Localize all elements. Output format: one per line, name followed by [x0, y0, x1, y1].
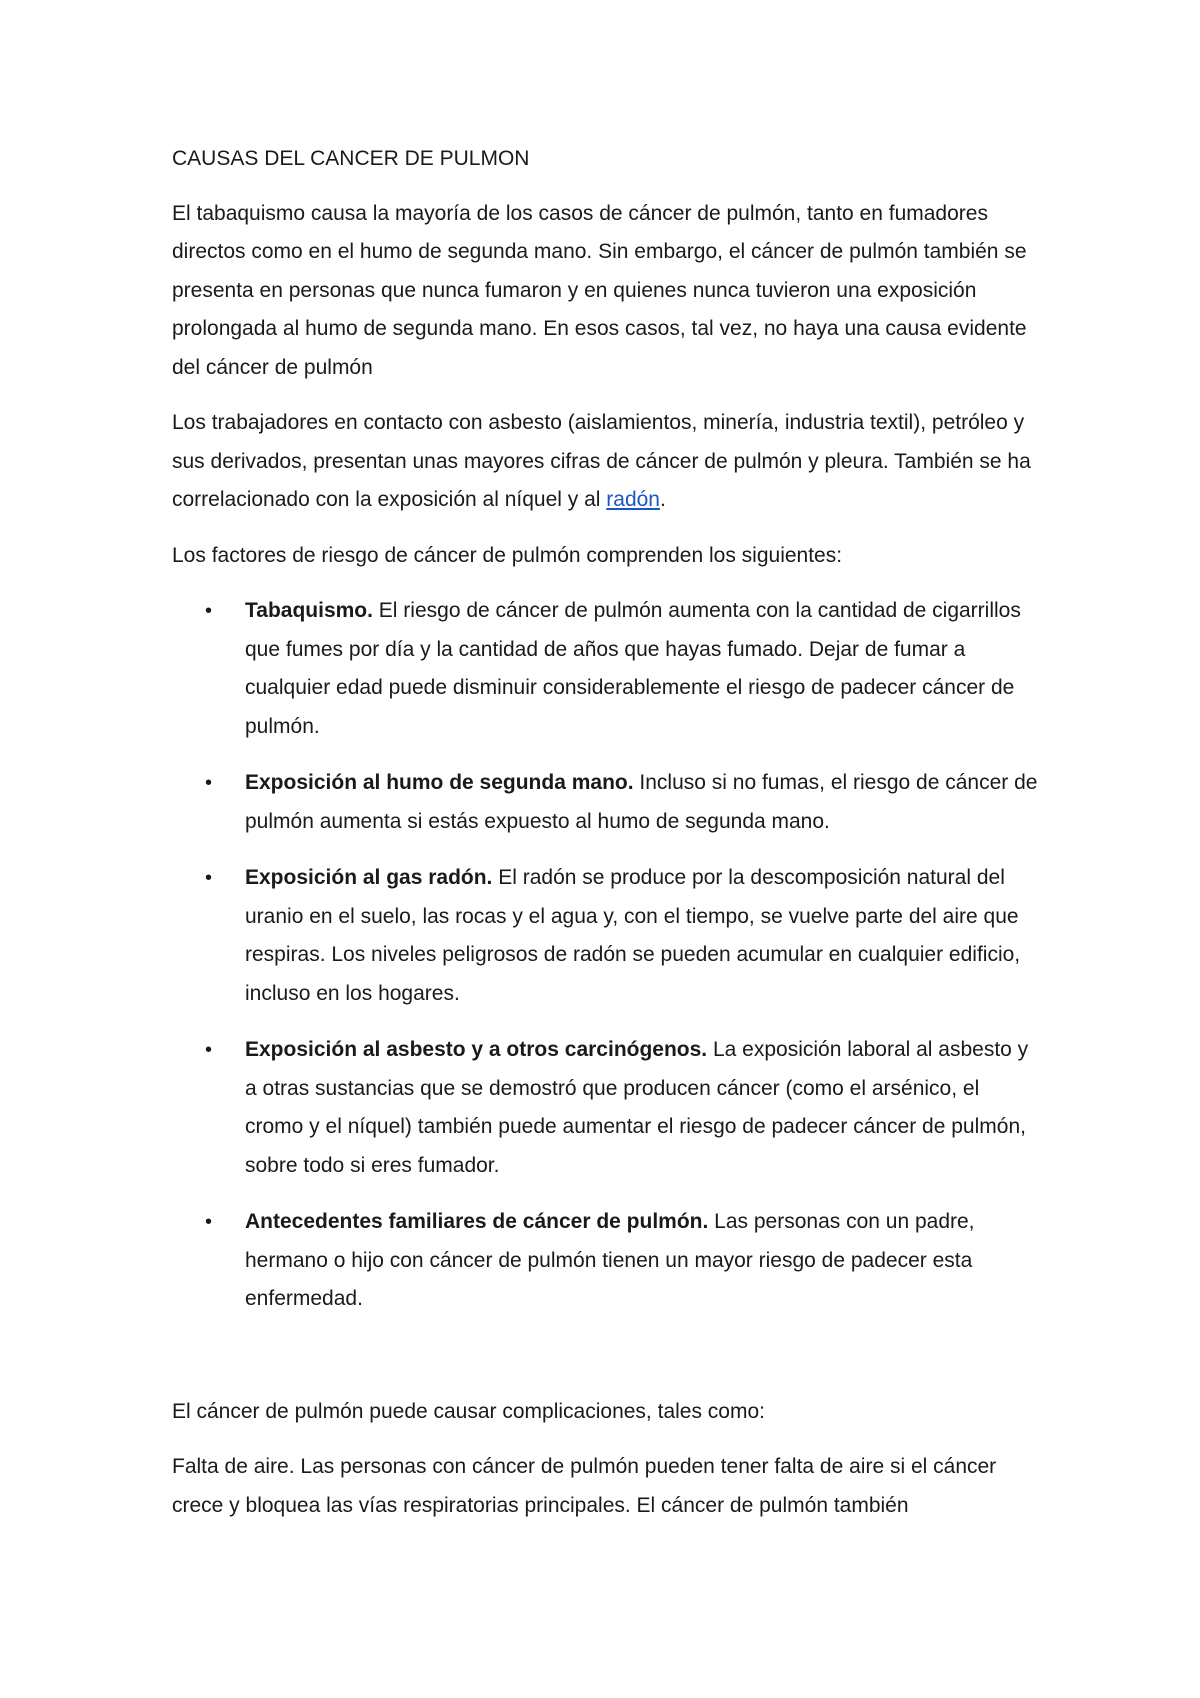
bullet-icon: • [205, 867, 213, 889]
list-item [172, 764, 1040, 841]
bullet-icon: • [205, 1039, 213, 1061]
risk-factor-description: El riesgo de cáncer de pulmón aumenta con la cantidad de cigarrillos que fumes por día y la cantidad de años que hayas fumado. Dejar de fumar a cualquier edad puede disminuir considerablemente el riesgo de padecer cáncer de pulmón. [245, 599, 1021, 738]
risk-factors-intro: Los factores de riesgo de cáncer de pulmón comprenden los siguientes: [172, 543, 843, 567]
bullet-icon: • [205, 600, 213, 622]
bullet-icon: • [205, 1211, 213, 1233]
risk-factor-description: Incluso si no fumas, el riesgo de cáncer de pulmón aumenta si estás expuesto al humo de segunda mano. [245, 771, 1038, 833]
workers-paragraph-text: Los trabajadores en contacto con asbesto (aislamientos, minería, industria textil), petróleo y sus derivados, presentan unas mayores cifras de cáncer de pulmón y pleura. También se ha correlacionado con la exposición al níquel y al [172, 411, 1031, 511]
complications-intro: El cáncer de pulmón puede causar complicaciones, tales como: [172, 1399, 765, 1423]
radon-link[interactable]: radón [606, 488, 660, 511]
risk-factor-term: Exposición al gas radón. [245, 866, 493, 889]
list-item [172, 1203, 1040, 1319]
list-item [172, 1031, 1040, 1185]
workers-paragraph [172, 404, 1040, 520]
document-title: CAUSAS DEL CANCER DE PULMON [172, 147, 530, 170]
risk-factor-term: Tabaquismo. [245, 599, 373, 622]
complications-paragraph: Falta de aire. Las personas con cáncer de pulmón pueden tener falta de aire si el cáncer crece y bloquea las vías respiratorias principales. El cáncer de pulmón también [172, 1455, 997, 1517]
intro-paragraph: El tabaquismo causa la mayoría de los casos de cáncer de pulmón, tanto en fumadores directos como en el humo de segunda mano. Sin embargo, el cáncer de pulmón también se presenta en personas que nunca fumaron y en quienes nunca tuvieron una exposición prolongada al humo de segunda mano. En esos casos, tal vez, no haya una causa evidente del cáncer de pulmón [172, 201, 1027, 379]
list-item [172, 859, 1040, 1013]
risk-factor-term: Antecedentes familiares de cáncer de pulmón. [245, 1210, 709, 1233]
list-item [172, 592, 1040, 746]
bullet-icon: • [205, 772, 213, 794]
workers-paragraph-end: . [659, 488, 666, 511]
risk-factor-description: El radón se produce por la descomposición natural del uranio en el suelo, las rocas y el agua y, con el tiempo, se vuelve parte del aire que respiras. Los niveles peligrosos de radón se pueden acumular en cualquier edificio, incluso en los hogares. [245, 866, 1021, 1005]
paragraph-spacer [172, 1337, 1040, 1393]
risk-factor-term: Exposición al humo de segunda mano. [245, 771, 634, 794]
risk-factor-term: Exposición al asbesto y a otros carcinógenos. [245, 1038, 708, 1061]
risk-factor-description: Las personas con un padre, hermano o hijo con cáncer de pulmón tienen un mayor riesgo de padecer esta enfermedad. [245, 1210, 975, 1310]
risk-factors-list [172, 592, 1040, 1319]
document-page [172, 140, 1040, 1542]
risk-factor-description: La exposición laboral al asbesto y a otras sustancias que se demostró que producen cáncer (como el arsénico, el cromo y el níquel) también puede aumentar el riesgo de padecer cáncer de pulmón, sobre todo si eres fumador. [245, 1038, 1029, 1177]
